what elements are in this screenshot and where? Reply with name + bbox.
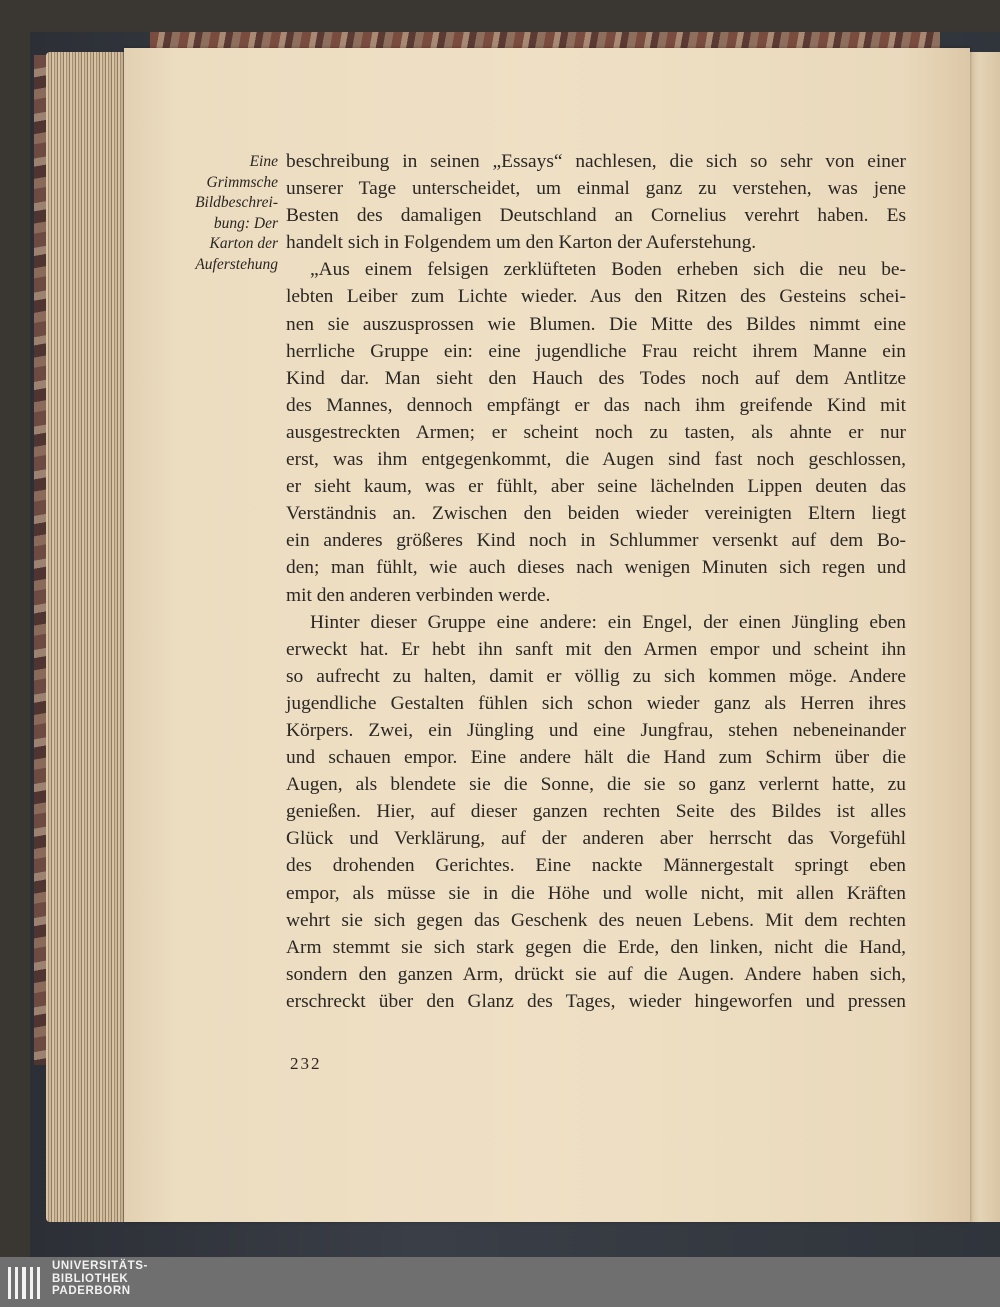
text-line: Glück und Verklärung, auf der anderen aber herrscht das Vorgefühl: [286, 828, 906, 850]
text-line: und schauen empor. Eine andere hält die Hand zum Schirm über die: [286, 747, 906, 769]
text-line: Besten des damaligen Deutschland an Cornelius verehrt haben. Es: [286, 205, 906, 227]
text-line: erschreckt über den Glanz des Tages, wieder hingeworfen und pressen: [286, 990, 906, 1012]
text-line: sondern den ganzen Arm, drückt sie auf die Augen. Andere haben sich,: [286, 963, 906, 985]
text-line: Körpers. Zwei, ein Jüngling und eine Jungfrau, stehen nebeneinander: [286, 719, 906, 741]
logo-line: UNIVERSITÄTS-: [52, 1260, 148, 1272]
library-logo-icon: [6, 1263, 46, 1303]
margin-note: [160, 152, 278, 275]
text-line: so aufrecht zu halten, damit er völlig zu sich kommen möge. Andere: [286, 665, 906, 687]
body-text: [286, 148, 906, 1015]
text-line: „Aus einem felsigen zerklüfteten Boden erheben sich die neu be-: [310, 259, 906, 281]
logo-line: PADERBORN: [52, 1285, 131, 1297]
text-line: den; man fühlt, wie auch dieses nach wenigen Minuten sich regen und: [286, 557, 906, 579]
text-line: Arm stemmt sie sich stark gegen die Erde, den linken, nicht die Hand,: [286, 936, 906, 958]
text-line: wehrt sie sich gegen das Geschenk des neuen Lebens. Mit dem rechten: [286, 909, 906, 931]
page-edges: [46, 52, 128, 1222]
text-line: ausgestreckten Armen; er scheint noch zu tasten, als ahnte er nur: [286, 421, 906, 443]
text-line: Hinter dieser Gruppe eine andere: ein Engel, der einen Jüngling eben: [310, 611, 906, 633]
margin-note-line: bung: Der: [213, 214, 278, 232]
text-line: empor, als müsse sie in die Höhe und wolle nicht, mit allen Kräften: [286, 882, 906, 904]
text-line: genießen. Hier, auf dieser ganzen rechten Seite des Bildes ist alles: [286, 801, 906, 823]
text-line: unserer Tage unterscheidet, um einmal ganz zu verstehen, was jene: [286, 178, 906, 200]
margin-note-line: Eine: [249, 153, 278, 170]
page-number: 232: [290, 1054, 322, 1073]
text-line: Verständnis an. Zwischen den beiden wieder vereinigten Eltern liegt: [286, 503, 906, 525]
text-line: herrliche Gruppe ein: eine jugendliche Frau reicht ihrem Manne ein: [286, 340, 906, 362]
text-line: erweckt hat. Er hebt ihn sanft mit den Armen empor und scheint ihn: [286, 638, 906, 660]
margin-note-line: Bildbeschrei-: [195, 194, 278, 211]
margin-note-line: Karton der: [209, 235, 278, 252]
text-line: erst, was ihm entgegenkommt, die Augen sind fast noch geschlossen,: [286, 449, 906, 471]
text-line: beschreibung in seinen „Essays“ nachlesen, die sich so sehr von einer: [286, 151, 906, 172]
text-line: Kind dar. Man sieht den Hauch des Todes noch auf dem Antlitze: [286, 367, 906, 389]
text-line: nen sie auszusprossen wie Blumen. Die Mitte des Bildes nimmt eine: [286, 313, 906, 335]
library-logo-text: [52, 1260, 148, 1298]
text-line: des drohenden Gerichtes. Eine nackte Männergestalt springt eben: [286, 855, 906, 877]
footer-bar: [0, 1257, 1000, 1307]
margin-note-line: Auferstehung: [195, 255, 278, 273]
text-line: jugendliche Gestalten fühlen sich schon wieder ganz als Herren ihres: [286, 692, 906, 714]
margin-note-line: Grimmsche: [206, 173, 278, 191]
facing-page-edge: [966, 52, 1000, 1222]
text-line: handelt sich in Folgendem um den Karton der Auferstehung.: [286, 232, 757, 254]
text-line: er sieht kaum, was er fühlt, aber seine lächelnden Lippen deuten das: [286, 476, 906, 498]
text-line: Augen, als blendete sie die Sonne, die sie so ganz verlernt hatte, zu: [286, 774, 906, 796]
text-line: mit den anderen verbinden werde.: [286, 584, 551, 606]
text-line: lebten Leiber zum Lichte wieder. Aus den Ritzen des Gesteins schei-: [286, 286, 906, 308]
logo-line: BIBLIOTHEK: [52, 1272, 129, 1285]
text-line: ein anderes größeres Kind noch in Schlummer versenkt auf dem Bo-: [286, 530, 906, 552]
text-line: des Mannes, dennoch empfängt er das nach ihm greifende Kind mit: [286, 394, 906, 416]
